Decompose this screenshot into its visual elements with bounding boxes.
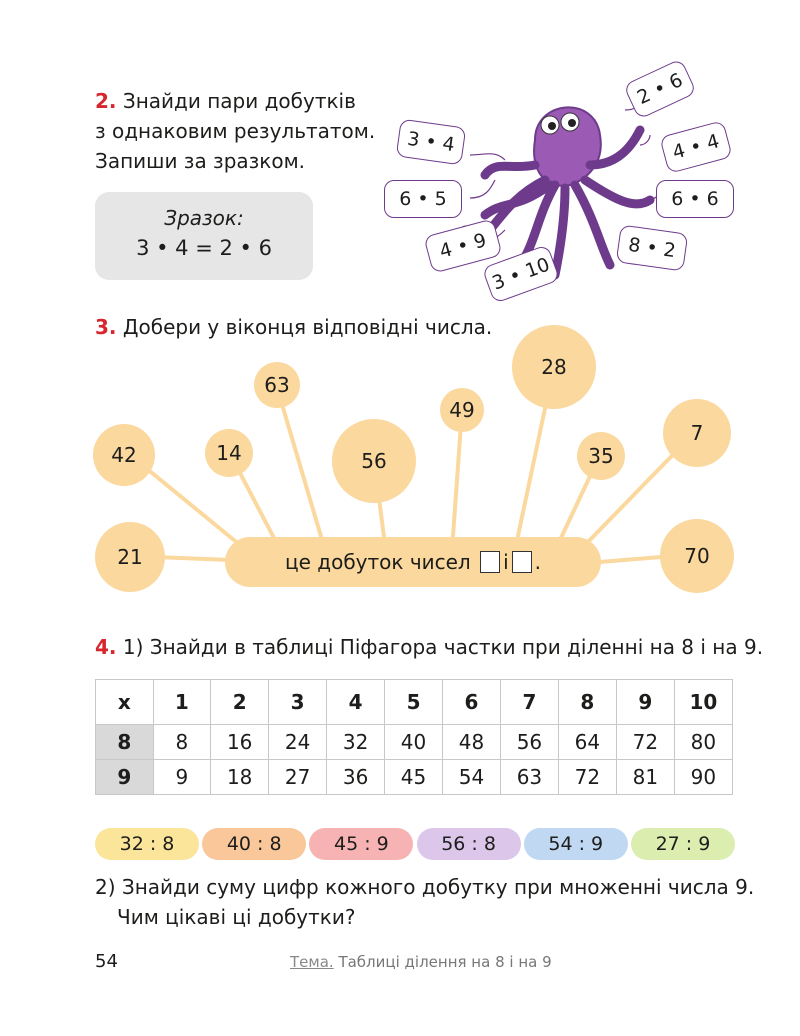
table-cell: 36	[327, 760, 385, 795]
task4-part2	[95, 872, 754, 932]
task2-text	[95, 86, 375, 176]
header-cell: 6	[443, 680, 501, 725]
circle-7: 7	[663, 399, 731, 467]
pill-32-8: 32 : 8	[95, 828, 199, 860]
table-row	[96, 725, 733, 760]
table-cell: 45	[385, 760, 443, 795]
sample-title: Зразок:	[164, 206, 244, 230]
header-cell: 5	[385, 680, 443, 725]
circle-14: 14	[205, 429, 253, 477]
page-number: 54	[95, 951, 118, 972]
table-cell: 18	[211, 760, 269, 795]
pill-27-9: 27 : 9	[631, 828, 735, 860]
circle-56: 56	[332, 419, 416, 503]
table-row	[96, 760, 733, 795]
topic-text: Таблиці ділення на 8 і на 9	[338, 953, 552, 971]
table-cell: 9	[153, 760, 211, 795]
tag-6x6: 6 • 6	[656, 180, 734, 218]
tag-8x2: 8 • 2	[616, 224, 689, 271]
header-cell: 4	[327, 680, 385, 725]
table-cell: 48	[443, 725, 501, 760]
pill-54-9: 54 : 9	[524, 828, 628, 860]
table-cell: 63	[500, 760, 558, 795]
header-cell: 8	[558, 680, 616, 725]
table-cell: 81	[616, 760, 674, 795]
table-cell: 56	[500, 725, 558, 760]
tag-6x5: 6 • 5	[384, 180, 462, 218]
circle-35: 35	[577, 432, 625, 480]
pill-56-8: 56 : 8	[417, 828, 521, 860]
row-label: 8	[96, 725, 154, 760]
tag-4x4: 4 • 4	[659, 120, 733, 174]
table-cell: 80	[674, 725, 732, 760]
sample-box	[95, 192, 313, 280]
circle-42: 42	[93, 424, 155, 486]
sample-equation: 3 • 4 = 2 • 6	[136, 236, 272, 260]
task4-part1: 1) Знайди в таблиці Піфагора частки при діленні на 8 і на 9.	[122, 635, 764, 659]
task2-line3: Запиши за зразком.	[95, 149, 306, 173]
tag-3x10: 3 • 10	[482, 244, 561, 304]
tag-3x4: 3 • 4	[396, 119, 467, 166]
product-sentence-bar	[225, 537, 601, 587]
table-cell: 16	[211, 725, 269, 760]
header-cell: 9	[616, 680, 674, 725]
pythagoras-table	[95, 679, 733, 795]
table-cell: 90	[674, 760, 732, 795]
task4-number: 4.	[95, 635, 117, 659]
task4-part2-line1: 2) Знайди суму цифр кожного добутку при множенні числа 9.	[95, 875, 755, 899]
circle-70: 70	[660, 519, 734, 593]
bar-prefix: це добуток чисел	[284, 550, 471, 574]
table-cell: 72	[558, 760, 616, 795]
circle-49: 49	[440, 388, 484, 432]
task2-line2: з однаковим результатом.	[95, 119, 376, 143]
task4-text	[95, 632, 763, 662]
division-pills	[95, 828, 735, 860]
table-cell: 40	[385, 725, 443, 760]
table-cell: 64	[558, 725, 616, 760]
table-cell: 72	[616, 725, 674, 760]
answer-box-1[interactable]	[480, 551, 500, 573]
row-label: 9	[96, 760, 154, 795]
tag-2x6: 2 • 6	[623, 58, 697, 119]
table-cell: 8	[153, 725, 211, 760]
header-cell: 3	[269, 680, 327, 725]
table-cell: 54	[443, 760, 501, 795]
table-cell: 27	[269, 760, 327, 795]
table-corner: х	[96, 680, 154, 725]
circle-21: 21	[95, 522, 165, 592]
header-cell: 1	[153, 680, 211, 725]
answer-box-2[interactable]	[512, 551, 532, 573]
header-cell: 7	[500, 680, 558, 725]
task2-number: 2.	[95, 89, 117, 113]
topic-label: Тема.	[290, 953, 334, 971]
circle-63: 63	[254, 362, 300, 408]
circle-28: 28	[512, 325, 596, 409]
header-cell: 10	[674, 680, 732, 725]
task3-number: 3.	[95, 315, 117, 339]
table-cell: 24	[269, 725, 327, 760]
bar-end: .	[534, 550, 541, 574]
footer-topic	[290, 953, 552, 971]
task4-part2-line2: Чим цікаві ці добутки?	[117, 905, 356, 929]
header-cell: 2	[211, 680, 269, 725]
table-header-row	[96, 680, 733, 725]
task2-line1: Знайди пари добутків	[122, 89, 356, 113]
tag-4x9: 4 • 9	[423, 218, 502, 273]
task3-instruction: Добери у віконця відповідні числа.	[122, 315, 493, 339]
table-cell: 32	[327, 725, 385, 760]
pill-45-9: 45 : 9	[309, 828, 413, 860]
pill-40-8: 40 : 8	[202, 828, 306, 860]
bar-and: і	[503, 550, 509, 574]
